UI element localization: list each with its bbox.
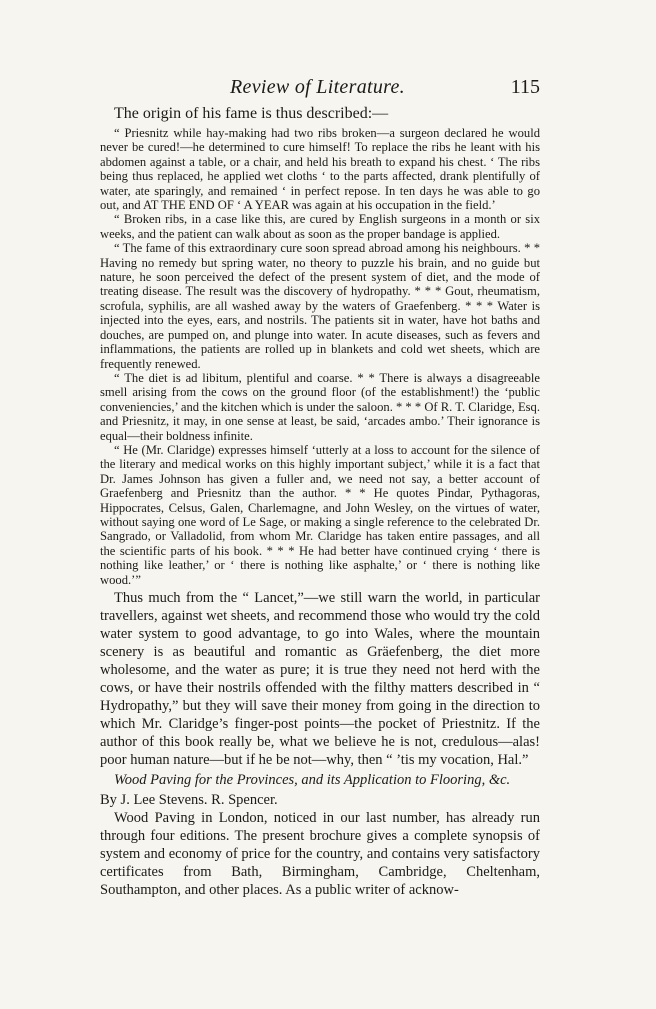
quote-paragraph: “ Priesnitz while hay-making had two ribs broken—a surgeon declared he would never be cured!—he determined to cure himself! To replace the ribs he leant with his abdomen against a table, or a chair, and held his breath to expand his chest. ‘ The ribs being thus replaced, he applied wet cloths ‘ to the parts affected, drank plentifully of water, ate sparingly, and remained ‘ in perfect repose. In ten days he was able to go out, and AT THE END OF ‘ A YEAR was again at his occupation in the field.’ [100,126,540,213]
quote-paragraph: “ The diet is ad libitum, plentiful and coarse. * * There is always a disagreeable smell arising from the cows on the ground floor (of the establishment!) the ‘public conveniencies,’ and the kitchen which is under the saloon. * * * Of R. T. Claridge, Esq. and Priesnitz, it may, in one sense at least, be said, ‘arcades ambo.’ Their ignorance is equal—their boldness infinite. [100,370,540,443]
page-header [100,76,540,102]
quote-paragraph: “ The fame of this extraordinary cure soon spread abroad among his neighbours. * * Having no remedy but spring water, no theory to puzzle his brain, and no guide but nature, he soon perceived the defect of the present system of diet, and the mode of treating disease. The result was the discovery of hydropathy. * * * Gout, rheumatism, scrofula, syphilis, are all washed away by the waters of Graefenberg. * * * Water is injected into the eyes, ears, and nostrils. The patients sit in water, have hot baths and douches, are pumped on, and plunge into water. In acute diseases, such as fevers and inflammations, the patients are rolled up in blankets and cold wet sheets, which are frequently renewed. [100,241,540,371]
review-title: Wood Paving for the Provinces, and its Application to Flooring, &c. [114,772,511,788]
running-title: Review of Literature. [230,76,405,98]
quote-paragraph: “ Broken ribs, in a case like this, are cured by English surgeons in a month or six weeks, and the patient can walk about as soon as the proper bandage is applied. [100,212,540,241]
quote-paragraph: “ He (Mr. Claridge) expresses himself ‘utterly at a loss to account for the silence of the literary and medical works on this highly important subject,’ while it is a fact that Dr. James Johnson has given a fuller and, we need not say, a better account of Graefenberg and Priesnitz than the author. * * He quotes Pindar, Pythagoras, Hippocrates, Celsus, Galen, Charlemagne, and John Wesley, on the virtues of water, without saying one word of Le Sage, or making a single reference to the celebrated Dr. Sangrado, or Valladolid, from whom Mr. Claridge has taken entire passages, and all the scientific parts of his book. * * * He had better have continued crying ‘ there is nothing like leather,’ or ‘ there is nothing like asphalte,’ or ‘ there is nothing like wood.’” [100,442,540,587]
review-byline: By J. Lee Stevens. R. Spencer. [100,792,278,808]
review-heading [100,771,540,789]
intro-line: The origin of his fame is thus described:— [114,105,389,122]
page-number: 115 [510,76,540,98]
review-paragraph: Wood Paving in London, noticed in our last number, has already run through four editions. The present brochure gives a complete synopsis of system and economy of price for the country, and contains very satisfactory certificates from Bath, Birmingham, Cambridge, Cheltenham, Southampton, and other places. As a public writer of acknow- [100,810,540,898]
page-body [100,104,540,899]
commentary-paragraph: Thus much from the “ Lancet,”—we still warn the world, in particular travellers, against wet sheets, and recommend those who would try the cold water system to good advantage, to go into Wales, where the mountain scenery is as beautiful and romantic as Gräefenberg, the diet more wholesome, and the water as pure; it is true they need not herd with the cows, or have their nostrils offended with the filthy matters described in “ Hydropathy,” but they will save their money from going in the direction to which Mr. Claridge’s finger-post points—the pocket of Priestnitz. If the author of this book really be, what we believe he is not, credulous—alas! poor human nature—but if he be not—why, then “ ’tis my vocation, Hal.” [100,590,540,768]
